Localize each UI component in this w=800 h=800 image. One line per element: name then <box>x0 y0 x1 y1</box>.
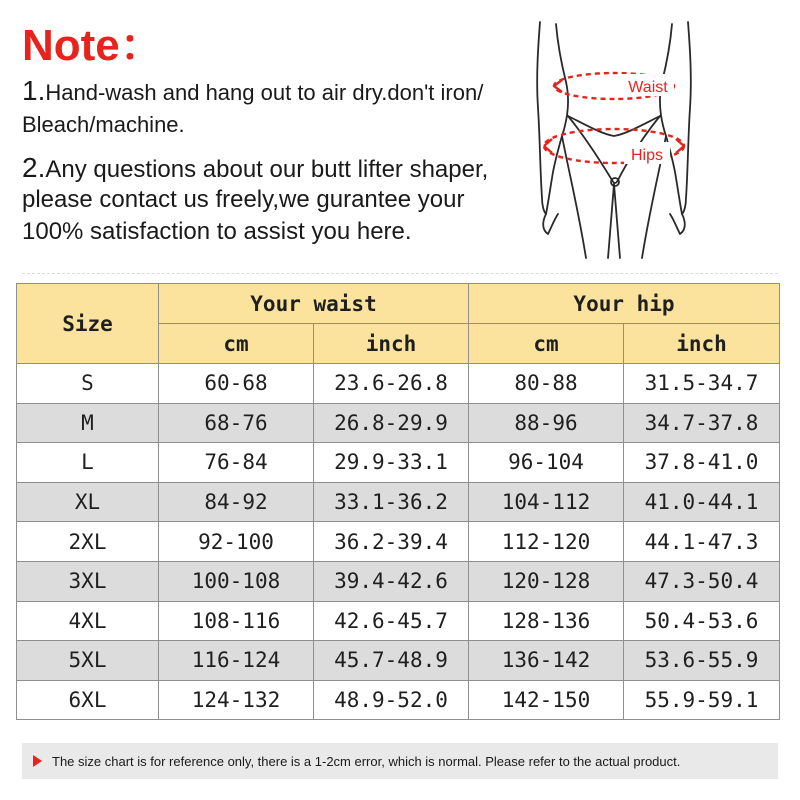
table-row <box>17 641 780 681</box>
note-item-2-text-b: please contact us freely,we gurantee your <box>22 186 465 213</box>
hip-cm-cell: 104-112 <box>469 482 624 522</box>
note-item-2-number: 2. <box>22 152 46 183</box>
hip-header: Your hip <box>469 284 780 324</box>
body-measurement-illustration <box>528 8 700 264</box>
hip-inch-cell: 55.9-59.1 <box>624 680 780 720</box>
note-item-1 <box>22 76 483 108</box>
hip-cm-cell: 80-88 <box>469 364 624 404</box>
size-cell: 6XL <box>17 680 159 720</box>
note-item-2 <box>22 152 488 185</box>
waist-inch-cell: 39.4-42.6 <box>314 561 469 601</box>
table-row <box>17 522 780 562</box>
waist-cm-cell: 116-124 <box>159 641 314 681</box>
triangle-bullet-icon <box>33 755 42 767</box>
size-cell: S <box>17 364 159 404</box>
waist-inch-cell: 36.2-39.4 <box>314 522 469 562</box>
note-item-2-text-a: Any questions about our butt lifter shaper, <box>45 156 489 183</box>
table-row <box>17 364 780 404</box>
waist-inch-header: inch <box>314 324 469 364</box>
waist-inch-cell: 33.1-36.2 <box>314 482 469 522</box>
waist-cm-cell: 124-132 <box>159 680 314 720</box>
hip-cm-cell: 136-142 <box>469 641 624 681</box>
waist-cm-cell: 84-92 <box>159 482 314 522</box>
size-header: Size <box>17 284 159 364</box>
hip-cm-cell: 112-120 <box>469 522 624 562</box>
waist-cm-cell: 92-100 <box>159 522 314 562</box>
hip-cm-cell: 128-136 <box>469 601 624 641</box>
body-outline-icon <box>528 8 700 264</box>
table-row <box>17 403 780 443</box>
waist-cm-header: cm <box>159 324 314 364</box>
size-cell: 2XL <box>17 522 159 562</box>
waist-inch-cell: 48.9-52.0 <box>314 680 469 720</box>
table-row <box>17 680 780 720</box>
note-item-1-text-a: Hand-wash and hang out to air dry.don't iron/ <box>45 80 484 105</box>
size-cell: 5XL <box>17 641 159 681</box>
size-cell: M <box>17 403 159 443</box>
hip-cm-cell: 120-128 <box>469 561 624 601</box>
hip-cm-cell: 142-150 <box>469 680 624 720</box>
note-item-2-line-c <box>22 216 412 247</box>
hip-inch-cell: 44.1-47.3 <box>624 522 780 562</box>
hip-inch-header: inch <box>624 324 780 364</box>
note-item-2-line-b <box>22 184 464 215</box>
hip-inch-cell: 37.8-41.0 <box>624 443 780 483</box>
size-cell: 4XL <box>17 601 159 641</box>
table-row <box>17 482 780 522</box>
hips-label: Hips <box>630 147 664 164</box>
section-divider <box>22 273 778 274</box>
waist-header: Your waist <box>159 284 469 324</box>
table-row <box>17 561 780 601</box>
table-row <box>17 601 780 641</box>
hip-cm-cell: 96-104 <box>469 443 624 483</box>
hip-inch-cell: 34.7-37.8 <box>624 403 780 443</box>
hip-inch-cell: 53.6-55.9 <box>624 641 780 681</box>
note-item-2-text-c: 100% satisfaction to assist you here. <box>22 218 412 245</box>
waist-label: Waist <box>628 79 668 96</box>
size-cell: XL <box>17 482 159 522</box>
hip-inch-cell: 31.5-34.7 <box>624 364 780 404</box>
table-row <box>17 443 780 483</box>
waist-inch-cell: 42.6-45.7 <box>314 601 469 641</box>
waist-cm-cell: 76-84 <box>159 443 314 483</box>
hip-inch-cell: 47.3-50.4 <box>624 561 780 601</box>
waist-cm-cell: 108-116 <box>159 601 314 641</box>
note-item-1-number: 1. <box>22 75 46 106</box>
size-chart-table <box>16 283 780 720</box>
waist-inch-cell: 29.9-33.1 <box>314 443 469 483</box>
disclaimer-text: The size chart is for reference only, there is a 1-2cm error, which is normal. Please refer to the actual product. <box>52 753 681 769</box>
hip-inch-cell: 50.4-53.6 <box>624 601 780 641</box>
note-title: Note： <box>22 21 164 70</box>
waist-cm-cell: 100-108 <box>159 561 314 601</box>
disclaimer-bar <box>22 743 778 779</box>
hip-cm-header: cm <box>469 324 624 364</box>
waist-cm-cell: 60-68 <box>159 364 314 404</box>
hip-inch-cell: 41.0-44.1 <box>624 482 780 522</box>
waist-inch-cell: 26.8-29.9 <box>314 403 469 443</box>
note-item-1-text-b: Bleach/machine. <box>22 112 185 137</box>
waist-inch-cell: 23.6-26.8 <box>314 364 469 404</box>
note-item-1-continued <box>22 110 185 140</box>
size-cell: 3XL <box>17 561 159 601</box>
waist-inch-cell: 45.7-48.9 <box>314 641 469 681</box>
hip-cm-cell: 88-96 <box>469 403 624 443</box>
size-cell: L <box>17 443 159 483</box>
waist-cm-cell: 68-76 <box>159 403 314 443</box>
